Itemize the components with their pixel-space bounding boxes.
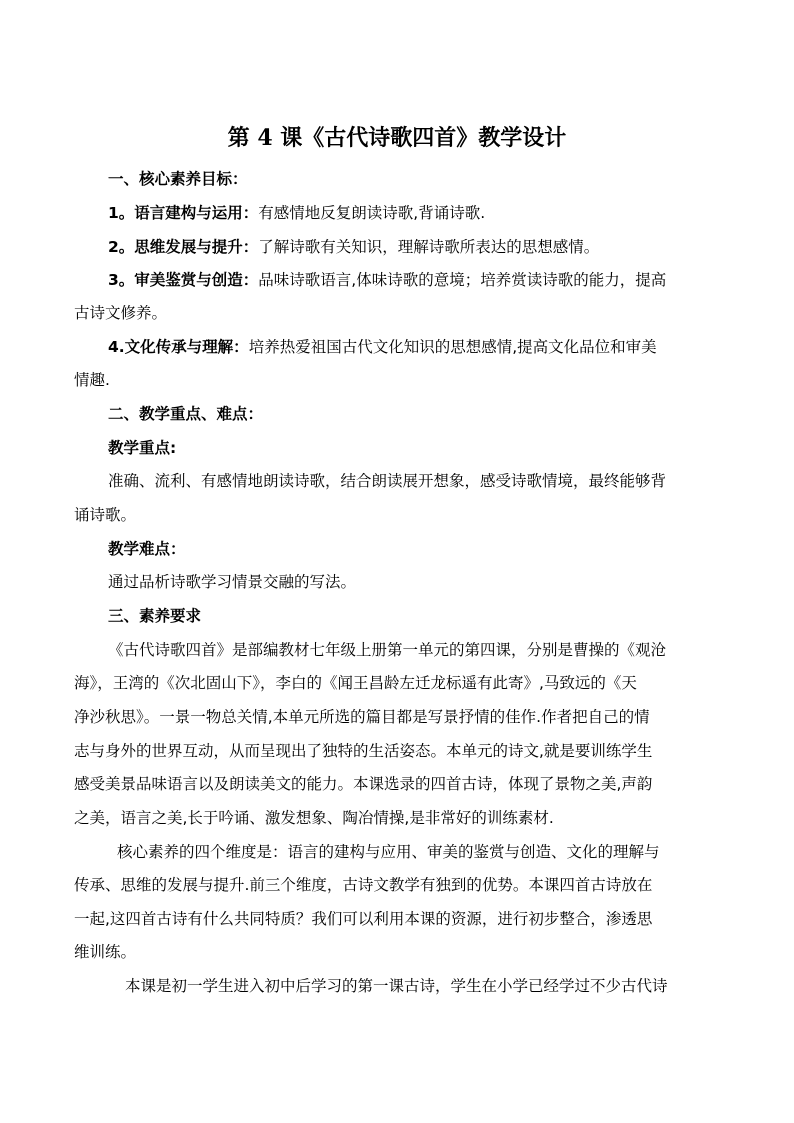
key-point-line-1: 准确、流利、有感情地朗读诗歌，结合朗读展开想象，感受诗歌情境，最终能够背 — [108, 472, 667, 490]
goal-4 — [108, 335, 657, 359]
goal-2-label: 2。思维发展与提升： — [108, 238, 259, 256]
section-heading-key-points: 二、教学重点、难点： — [108, 405, 264, 423]
key-point-heading: 教学重点: — [108, 439, 177, 457]
goal-3-text: 品味诗歌语言,体味诗歌的意境；培养赏读诗歌的能力，提高 — [258, 271, 667, 289]
paragraph-2-line: 传承、思维的发展与提升.前三个维度，古诗文教学有独到的优势。本课四首古诗放在 — [74, 876, 653, 894]
goal-2 — [108, 235, 599, 259]
goal-1-label: 1。语言建构与运用： — [108, 204, 259, 222]
paragraph-1-line: 海》，王湾的《次北固山下》，李白的《闻王昌龄左迁龙标遥有此寄》,马致远的《天 — [74, 674, 637, 692]
document-title: 第 4 课《古代诗歌四首》教学设计 — [227, 125, 567, 151]
goal-2-text: 了解诗歌有关知识，理解诗歌所表达的思想感情。 — [258, 238, 600, 256]
difficulty-heading: 教学难点： — [108, 540, 186, 558]
goal-3-label: 3。审美鉴赏与创造： — [108, 271, 259, 289]
paragraph-1-line: 《古代诗歌四首》是部编教材七年级上册第一单元的第四课，分别是曹操的《观沧 — [108, 641, 667, 659]
paragraph-1-line: 之美，语言之美,长于吟诵、激发想象、陶冶情操,是非常好的训练素材. — [74, 809, 554, 827]
section-heading-requirements: 三、素养要求 — [108, 607, 202, 625]
goal-3 — [108, 268, 666, 292]
goal-3-continuation: 古诗文修养。 — [74, 304, 168, 322]
difficulty-text: 通过品析诗歌学习情景交融的写法。 — [108, 573, 357, 591]
paragraph-1-line: 感受美景品味语言以及朗读美文的能力。本课选录的四首古诗，体现了景物之美,声韵 — [74, 775, 653, 793]
paragraph-2-line: 维训练。 — [74, 943, 137, 961]
goal-1-text: 有感情地反复朗读诗歌,背诵诗歌. — [258, 204, 486, 222]
section-heading-goals: 一、核心素养目标： — [108, 170, 248, 188]
paragraph-2-line: 一起,这四首古诗有什么共同特质？我们可以利用本课的资源，进行初步整合，渗透思 — [74, 910, 653, 928]
paragraph-2-line: 核心素养的四个维度是：语言的建构与应用、审美的鉴赏与创造、文化的理解与 — [117, 843, 660, 861]
key-point-line-2: 诵诗歌。 — [74, 506, 137, 524]
paragraph-1-line: 志与身外的世界互动，从而呈现出了独特的生活姿态。本单元的诗文,就是要训练学生 — [74, 742, 653, 760]
goal-1 — [108, 201, 485, 225]
goal-4-label: 4.文化传承与理解： — [108, 338, 249, 356]
paragraph-3-line: 本课是初一学生进入初中后学习的第一课古诗，学生在小学已经学过不少古代诗 — [125, 977, 668, 995]
goal-4-text: 培养热爱祖国古代文化知识的思想感情,提高文化品位和审美 — [248, 338, 657, 356]
goal-4-continuation: 情趣. — [74, 371, 110, 389]
paragraph-1-line: 净沙秋思》。一景一物总关情,本单元所选的篇目都是写景抒情的佳作.作者把自己的情 — [74, 708, 650, 726]
